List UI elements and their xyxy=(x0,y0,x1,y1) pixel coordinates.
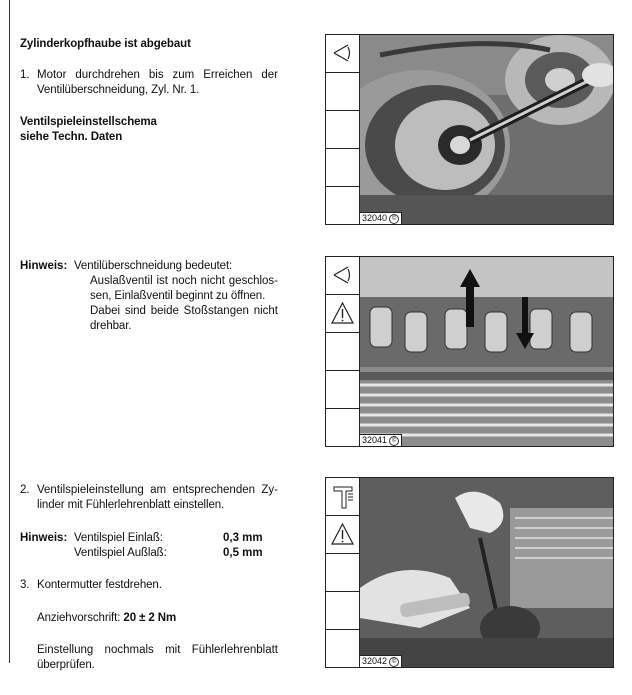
copyright-icon: © xyxy=(389,657,399,667)
figure-1-icon-cell-4 xyxy=(326,149,359,187)
step-3-line-1: Kontermutter festdrehen. xyxy=(37,579,162,591)
figure-1-number-text: 32040 xyxy=(362,213,388,223)
check-line-2: überprüfen. xyxy=(37,659,95,671)
figure-2-icon-cell-2 xyxy=(326,295,359,333)
hinweis-1-line-2: Auslaßventil ist noch nicht geschlos- xyxy=(90,275,278,287)
valve-clearance-outlet-value: 0,5 mm xyxy=(223,547,263,559)
torque-spec xyxy=(37,611,176,626)
eye-icon xyxy=(326,35,359,72)
step-2-line-2: linder mit Fühlerlehrenblatt einstellen. xyxy=(37,499,225,511)
copyright-icon: © xyxy=(389,214,399,224)
check-line-1: Einstellung nochmals mit Fühlerlehrenblatt xyxy=(37,644,278,656)
step-3-number: 3. xyxy=(20,579,30,591)
hinweis-1-line-4: Dabei sind beide Stoßstangen nicht xyxy=(90,305,278,317)
hinweis-1-line-5: drehbar. xyxy=(90,320,132,332)
schema-line-1: Ventilspieleinstellschema xyxy=(20,116,157,128)
figure-1-icon-column xyxy=(326,35,360,224)
schema-line-2: siehe Techn. Daten xyxy=(20,131,123,143)
figure-3-icon-column xyxy=(326,478,360,667)
figure-32042 xyxy=(325,477,614,668)
figure-2-icon-cell-1 xyxy=(326,257,359,295)
warning-triangle-icon xyxy=(326,516,359,553)
valve-clearance-outlet-label: Ventilspiel Außlaß: xyxy=(74,547,167,559)
torque-prefix: Anziehvorschrift: xyxy=(37,612,124,624)
figure-1-icon-cell-3 xyxy=(326,111,359,149)
valve-clearance-inlet-value: 0,3 mm xyxy=(223,532,263,544)
figure-3-icon-cell-3 xyxy=(326,554,359,592)
hinweis-2-label: Hinweis: xyxy=(20,532,68,544)
figure-3-number xyxy=(360,655,402,667)
valve-clearance-inlet-label: Ventilspiel Einlaß: xyxy=(74,532,163,544)
figure-32040 xyxy=(325,34,614,225)
feeler-gauge-icon xyxy=(326,478,359,515)
hinweis-1-label: Hinweis: xyxy=(20,260,68,272)
figure-32041 xyxy=(325,256,614,447)
figure-2-icon-cell-4 xyxy=(326,371,359,409)
eye-icon xyxy=(326,257,359,294)
step-1-line-1: Motor durchdrehen bis zum Erreichen der xyxy=(37,69,278,81)
step-2-number: 2. xyxy=(20,484,30,496)
figure-3-icon-cell-1 xyxy=(326,478,359,516)
warning-triangle-icon xyxy=(326,295,359,332)
figure-2-photo-rocker-arms xyxy=(360,257,613,446)
figure-3-number-text: 32042 xyxy=(362,656,388,666)
figure-1-icon-cell-2 xyxy=(326,73,359,111)
figure-2-icon-cell-3 xyxy=(326,333,359,371)
figure-1-icon-cell-1 xyxy=(326,35,359,73)
page-margin-line xyxy=(9,0,10,663)
copyright-icon: © xyxy=(389,436,399,446)
torque-value: 20 ± 2 Nm xyxy=(123,612,177,624)
figure-2-number-text: 32041 xyxy=(362,435,388,445)
figure-1-photo-crankshaft-pulley xyxy=(360,35,613,224)
step-2-line-1: Ventilspieleinstellung am entsprechenden Zy- xyxy=(37,484,278,496)
figure-1-number xyxy=(360,212,402,224)
hinweis-1-line-1: Ventilüberschneidung bedeutet: xyxy=(74,260,233,272)
figure-3-icon-cell-4 xyxy=(326,592,359,630)
figure-2-number xyxy=(360,434,402,446)
step-1-number: 1. xyxy=(20,69,30,81)
section-heading: Zylinderkopfhaube ist abgebaut xyxy=(20,38,191,50)
figure-2-icon-column xyxy=(326,257,360,446)
figure-3-icon-cell-2 xyxy=(326,516,359,554)
step-1-line-2: Ventilüberschneidung, Zyl. Nr. 1. xyxy=(37,84,200,96)
hinweis-1-line-3: sen, Einlaßventil beginnt zu öffnen. xyxy=(90,290,266,302)
figure-3-photo-valve-adjustment xyxy=(360,478,613,667)
